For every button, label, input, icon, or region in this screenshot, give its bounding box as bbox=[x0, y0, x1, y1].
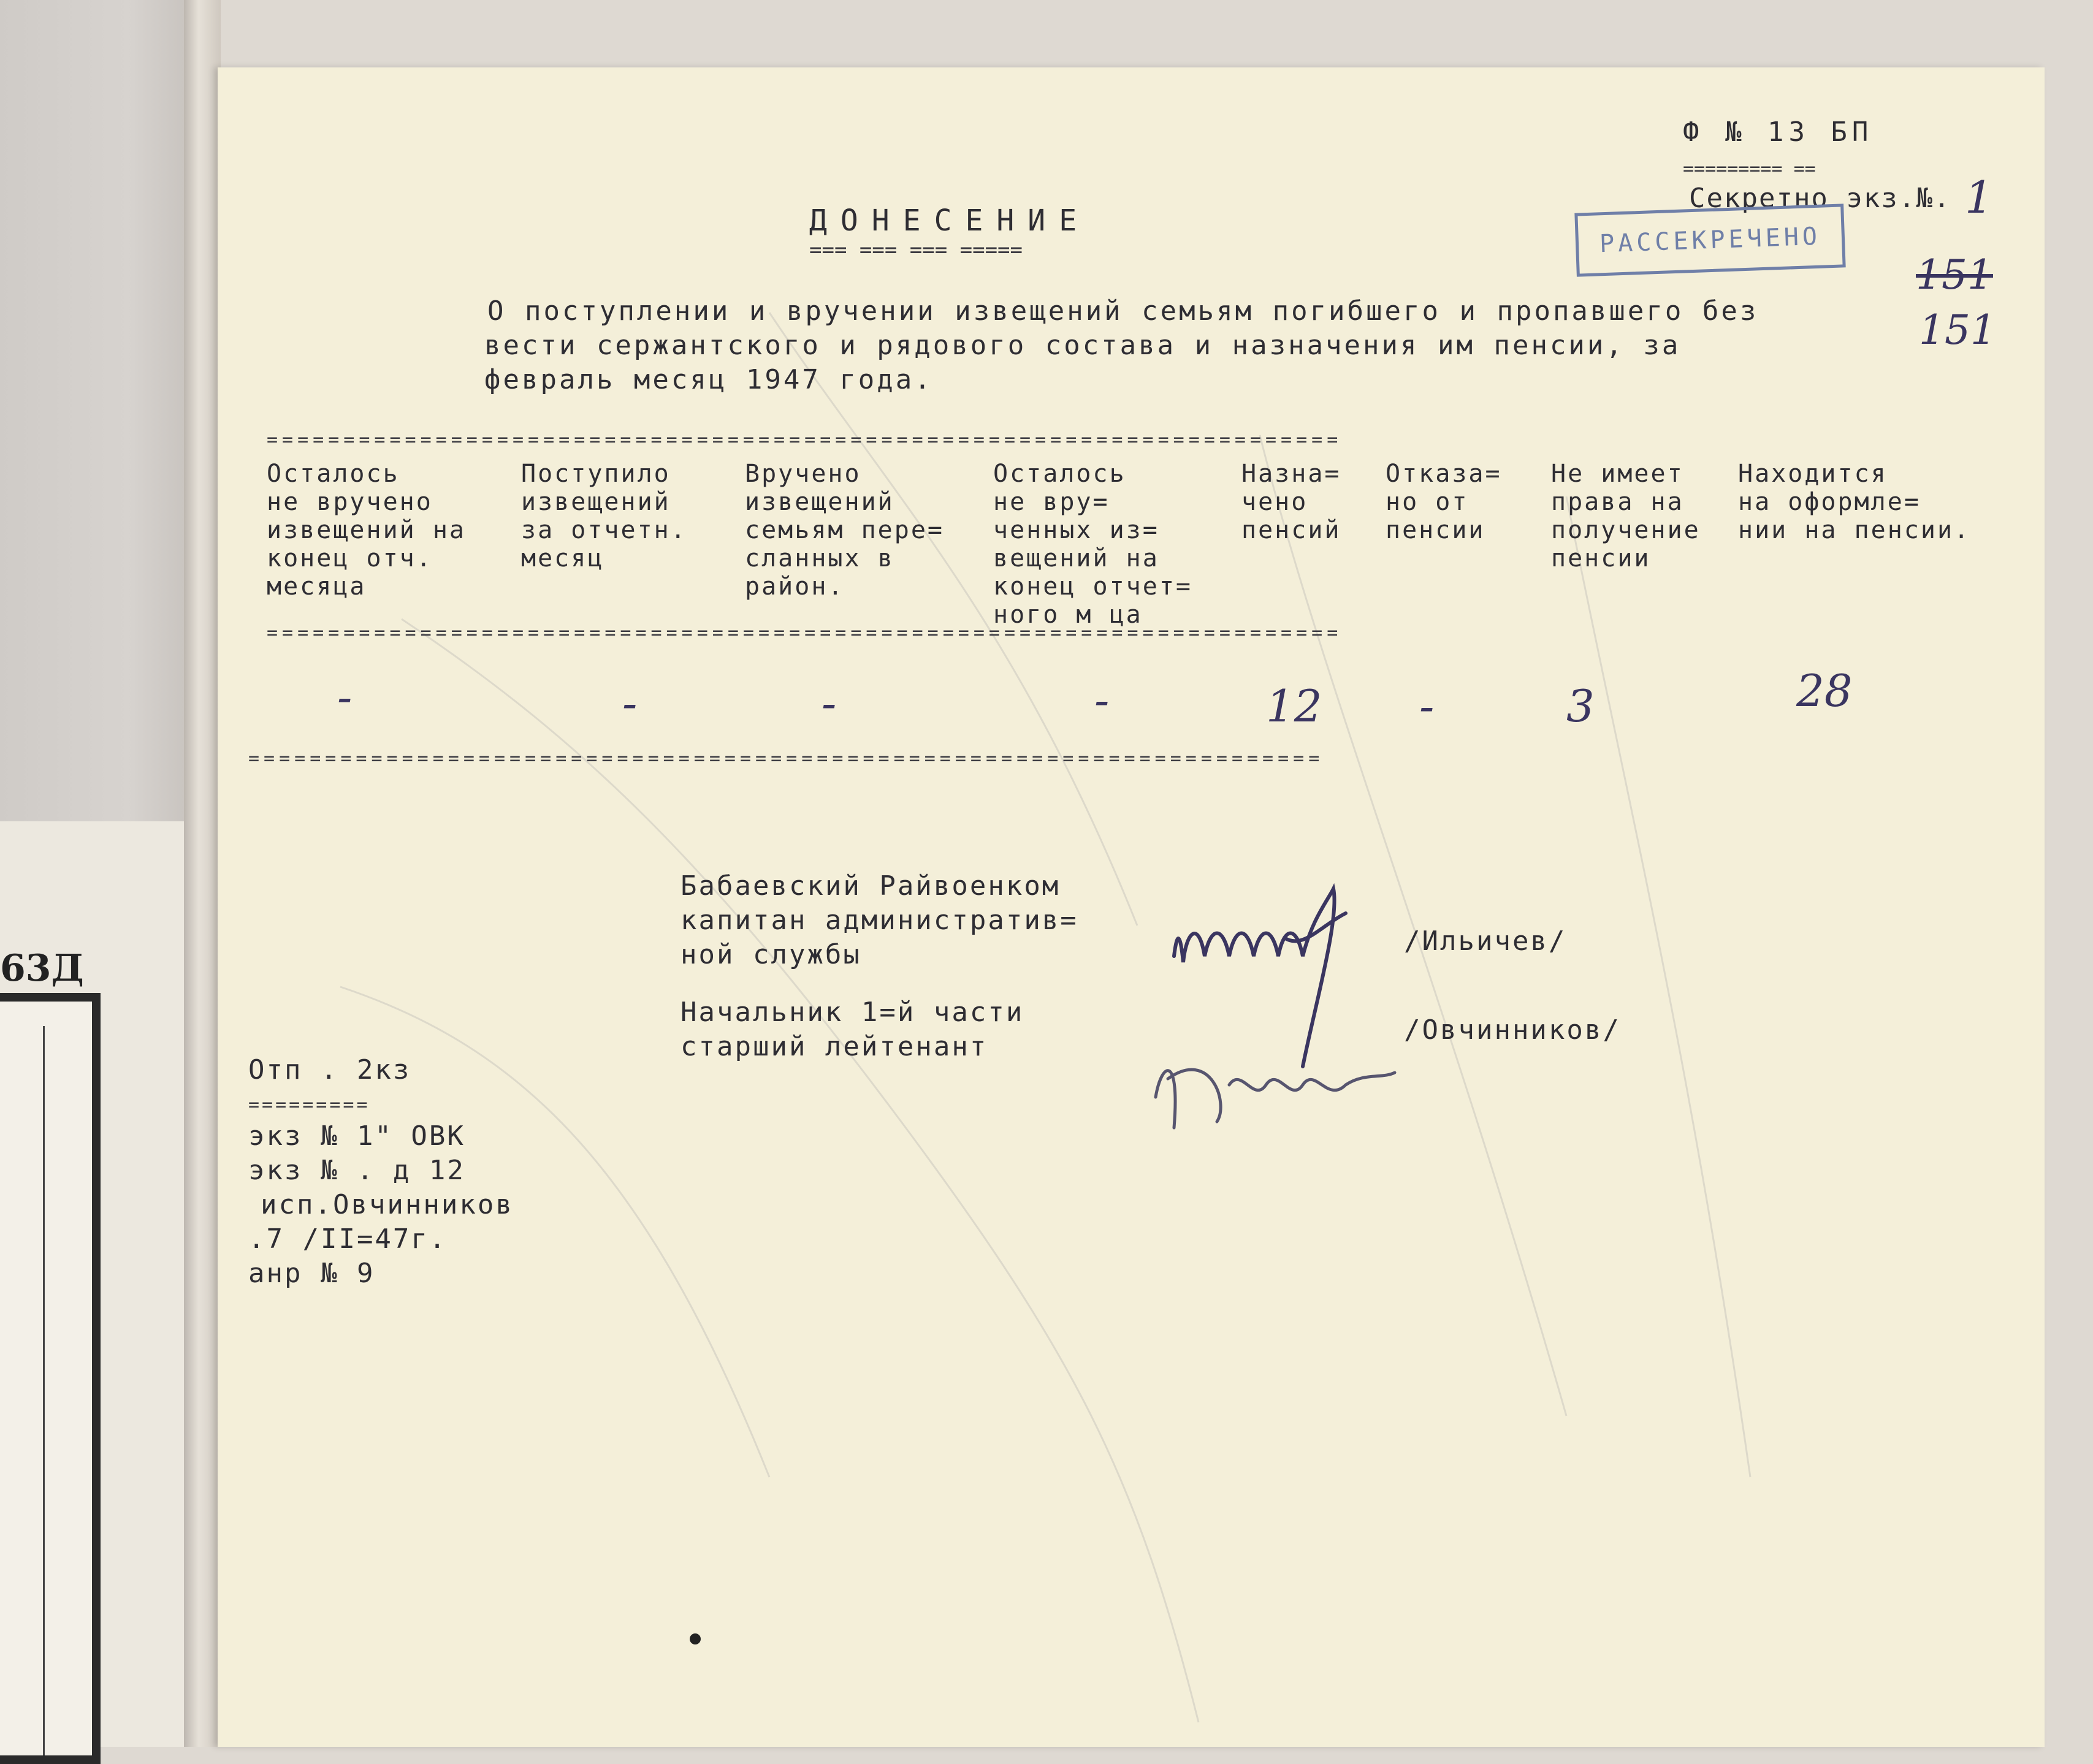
column-header-not-delivered-end: Осталось не вру= ченных из= вещений на конец отчет= ного м ца bbox=[993, 460, 1192, 629]
subject-line-3: февраль месяц 1947 года. bbox=[484, 364, 933, 395]
value-not-delivered-end: - bbox=[1094, 674, 1110, 726]
value-received: - bbox=[622, 677, 638, 729]
binding-hole bbox=[690, 1633, 701, 1644]
value-not-delivered-start: - bbox=[337, 671, 353, 723]
value-not-entitled: 3 bbox=[1566, 680, 1595, 732]
chief-line-1: Начальник 1=й части bbox=[681, 997, 1024, 1028]
declassified-stamp: РАССЕКРЕЧЕНО bbox=[1574, 203, 1845, 276]
commissar-name: /Ильичев/ bbox=[1404, 926, 1567, 957]
subject-line-2: вести сержантского и рядового состава и назначения им пенсии, за bbox=[484, 330, 1681, 361]
column-header-received: Поступило извещений за отчетн. месяц bbox=[521, 460, 687, 572]
dispatch-line-1: Отп . 2кз bbox=[248, 1054, 411, 1085]
map-scale-bar bbox=[0, 1026, 45, 1755]
column-header-pensions-assigned: Назна= чено пенсий bbox=[1241, 460, 1341, 544]
value-in-processing: 28 bbox=[1796, 665, 1853, 717]
map-frame bbox=[0, 993, 101, 1764]
left-page bbox=[0, 0, 215, 821]
page-number-upper: 151 bbox=[1916, 251, 1993, 298]
document-title: ДОНЕСЕНИЕ bbox=[809, 203, 1091, 238]
dispatch-line-2: ========= bbox=[248, 1094, 370, 1116]
commissar-line-1: Бабаевский Райвоенком bbox=[681, 870, 1061, 902]
chief-line-2: старший лейтенант bbox=[681, 1031, 988, 1062]
copy-number: 1 bbox=[1965, 172, 1993, 223]
column-header-pensions-refused: Отказа= но от пенсии bbox=[1386, 460, 1502, 544]
map-sheet-label: 63Д bbox=[0, 947, 84, 990]
binder-gutter bbox=[184, 0, 221, 1747]
chief-signature bbox=[1137, 1011, 1407, 1158]
table-header-separator: ====================================================================== bbox=[267, 622, 1343, 644]
column-header-delivered: Вручено извещений семьям пере= сланных в район. bbox=[745, 460, 944, 601]
document-sheet bbox=[218, 67, 2045, 1747]
commissar-line-2: капитан административ= bbox=[681, 905, 1078, 936]
value-delivered: - bbox=[822, 677, 837, 729]
value-pensions-refused: - bbox=[1419, 680, 1435, 732]
page-number-lower: 151 bbox=[1919, 306, 1996, 354]
secrecy-label: Секретно экз.№. bbox=[1689, 183, 1951, 214]
table-bottom-separator: ====================================================================== bbox=[248, 748, 1324, 769]
column-header-not-entitled: Не имеет права на получение пенсии bbox=[1551, 460, 1701, 572]
dispatch-line-6: .7 /II=47г. bbox=[248, 1223, 448, 1255]
column-header-not-delivered-start: Осталось не вручено извещений на конец отч. месяца bbox=[267, 460, 466, 601]
value-pensions-assigned: 12 bbox=[1266, 680, 1322, 732]
form-code-underline: ========= == bbox=[1683, 158, 1816, 180]
column-header-in-processing: Находится на оформле= нии на пенсии. bbox=[1738, 460, 1971, 544]
dispatch-line-4: экз № . д 12 bbox=[248, 1155, 465, 1186]
subject-line-1: О поступлении и вручении извещений семьям погибшего и пропавшего без bbox=[487, 295, 1759, 327]
table-top-separator: ====================================================================== bbox=[267, 429, 1343, 451]
commissar-line-3: ной службы bbox=[681, 939, 861, 970]
dispatch-line-7: анр № 9 bbox=[248, 1258, 375, 1289]
chief-name: /Овчинников/ bbox=[1404, 1014, 1621, 1046]
title-underline: === === === ===== bbox=[809, 238, 1023, 262]
dispatch-line-5: исп.Овчинников bbox=[261, 1189, 514, 1220]
form-code: Ф № 13 БП bbox=[1683, 116, 1874, 148]
dispatch-line-3: экз № 1" ОВК bbox=[248, 1120, 465, 1152]
